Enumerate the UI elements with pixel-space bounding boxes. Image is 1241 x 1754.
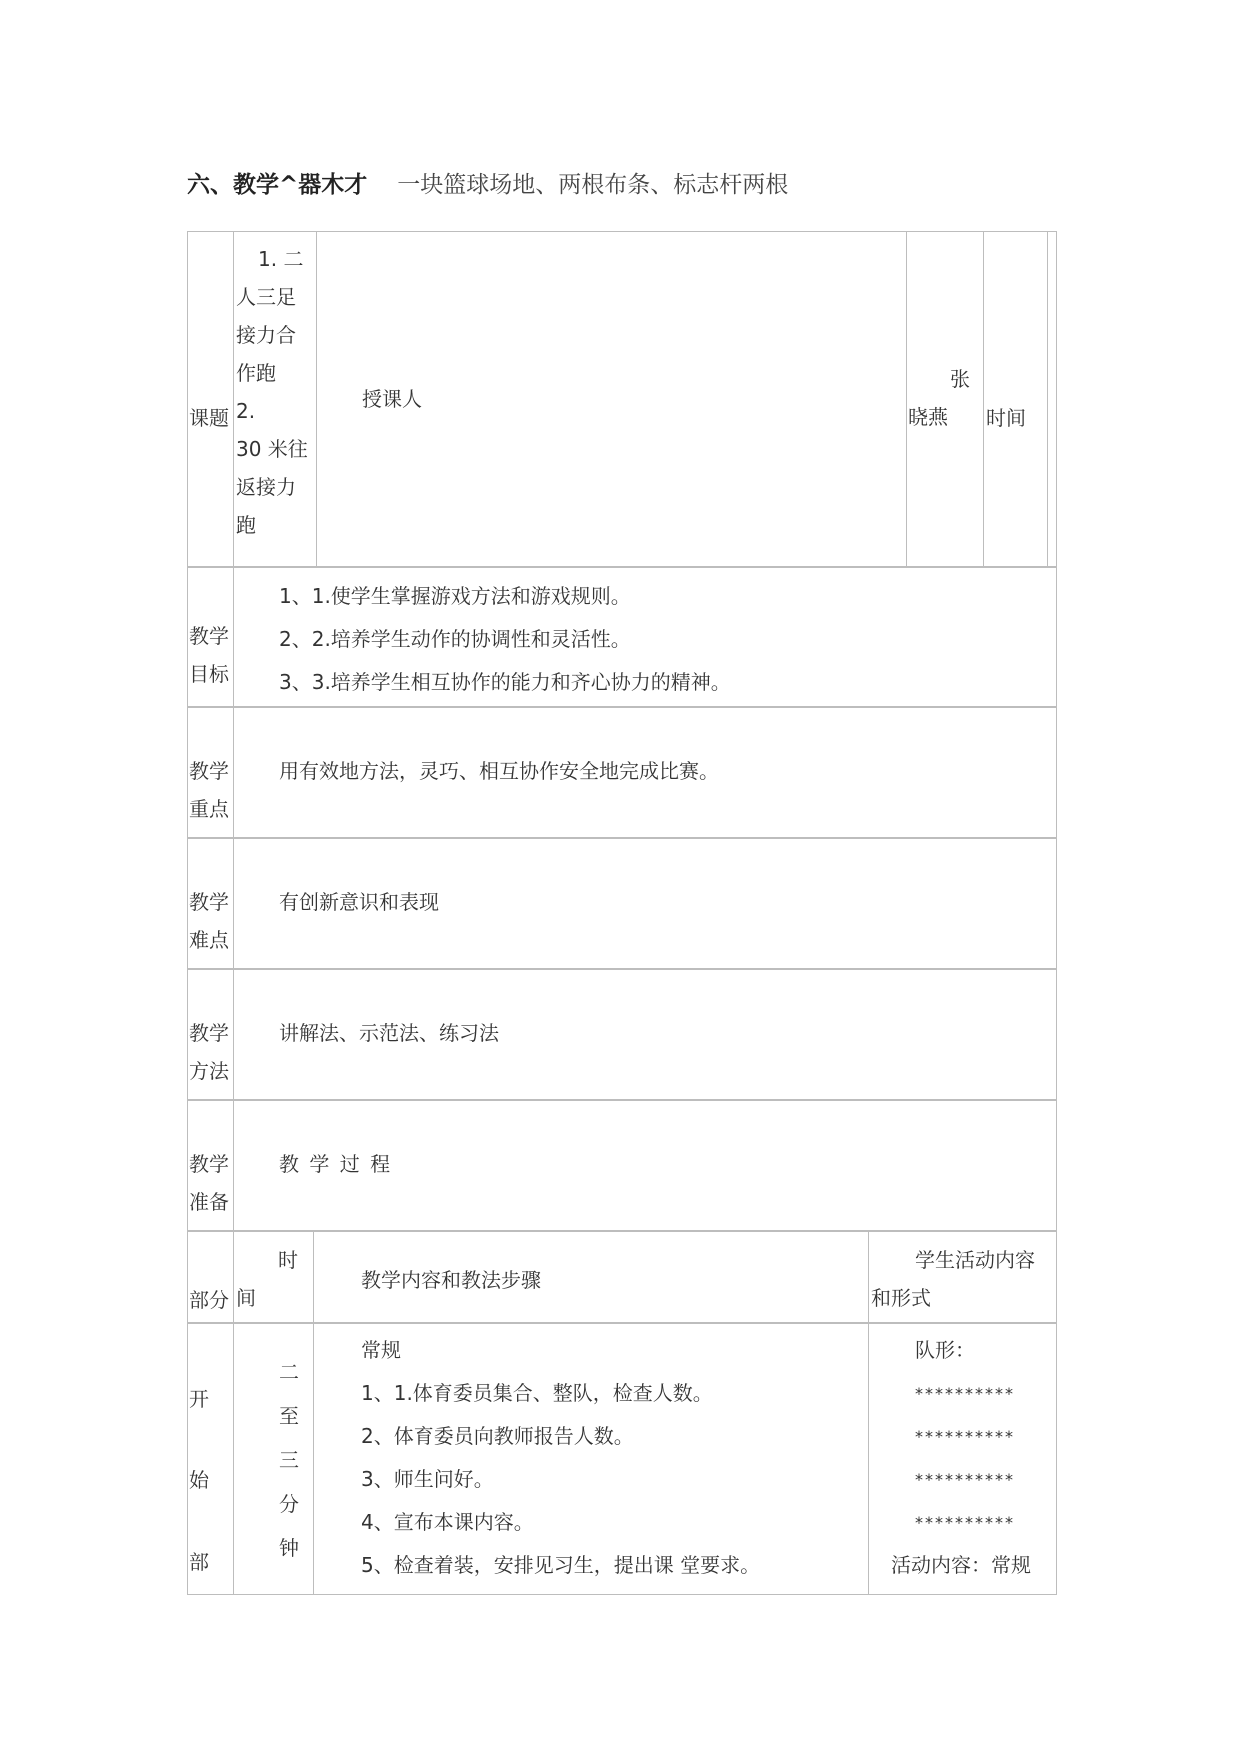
method-label: 教学 方法 <box>189 1021 229 1083</box>
preparation-label: 教学 准备 <box>189 1152 229 1214</box>
difficulty-label: 教学 难点 <box>189 890 229 952</box>
routine-title: 常规 <box>361 1338 401 1362</box>
heading-prefix: 六、教学^器木才 <box>187 172 368 198</box>
topic-label: 课题 <box>189 406 229 430</box>
difficulty-content: 有创新意识和表现 <box>279 890 439 914</box>
time-label: 时间 <box>986 406 1026 430</box>
goals-label: 教学 目标 <box>189 624 229 686</box>
heading-equipment: 一块篮球场地、两根布条、标志杆两根 <box>397 172 789 198</box>
routine-step: 5、检查着装，安排见习生，提出课 堂要求。 <box>361 1553 761 1577</box>
method-content: 讲解法、示范法、练习法 <box>279 1021 499 1045</box>
topic-content: 1. 二 人三足 接力合 作跑 2. 30 米往 返接力 跑 <box>236 247 308 537</box>
key-point-content: 用有效地方法，灵巧、相互协作安全地完成比赛。 <box>279 759 719 783</box>
teacher-name: 张 晓燕 <box>908 367 970 429</box>
key-point-label: 教学 重点 <box>189 759 229 821</box>
part-header: 部分 <box>189 1288 229 1312</box>
formation-row: ********** <box>915 1513 1015 1532</box>
formation-row: ********** <box>915 1384 1015 1403</box>
goal-item: 3、3.培养学生相互协作的能力和齐心协力的精神。 <box>279 670 731 694</box>
preparation-content: 教 学 过 程 <box>279 1152 393 1176</box>
routine-step: 3、师生问好。 <box>361 1467 494 1491</box>
content-header: 教学内容和教法步骤 <box>361 1268 541 1292</box>
start-student-activity: 队形： ********** ********** ********** ********** 活动内容：常规 <box>871 1329 1057 1593</box>
goals-list <box>279 575 731 704</box>
routine-step: 4、宣布本课内容。 <box>361 1510 534 1534</box>
student-activity-header: 学生活动内容 和形式 <box>871 1248 1035 1310</box>
start-content <box>361 1329 760 1587</box>
formation-row: ********** <box>915 1427 1015 1446</box>
formation-row: ********** <box>915 1470 1015 1489</box>
routine-step: 1、1.体育委员集合、整队，检查人数。 <box>361 1381 713 1405</box>
teacher-label: 授课人 <box>362 387 422 411</box>
activity-content: 活动内容：常规 <box>891 1553 1031 1577</box>
goal-item: 1、1.使学生掌握游戏方法和游戏规则。 <box>279 584 631 608</box>
start-part-label: 开 始 部 <box>189 1387 209 1574</box>
goal-item: 2、2.培养学生动作的协调性和灵活性。 <box>279 627 631 651</box>
start-time-label: 二 至 三 分 钟 <box>279 1360 299 1560</box>
routine-step: 2、体育委员向教师报告人数。 <box>361 1424 634 1448</box>
section-heading <box>187 166 788 199</box>
time-header: 时 间 <box>236 1248 298 1310</box>
